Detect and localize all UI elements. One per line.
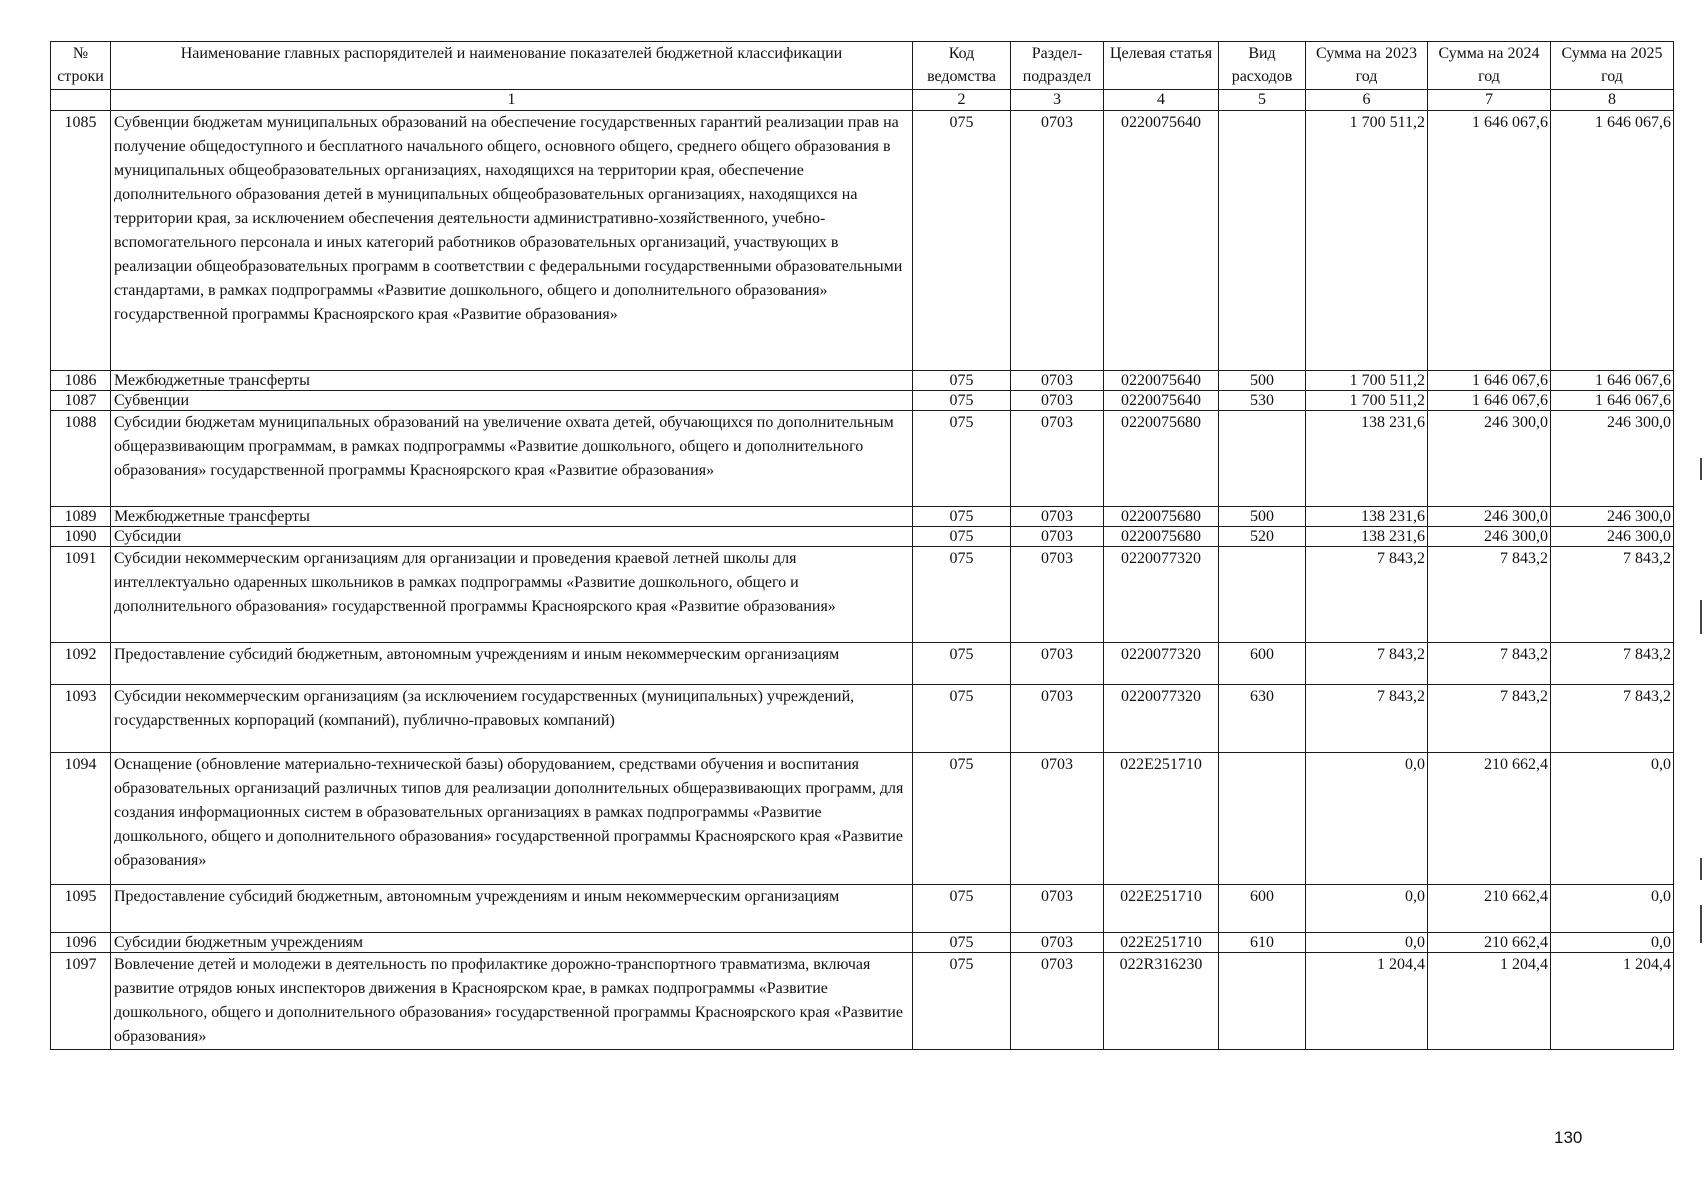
section-code: 0703 — [1011, 953, 1104, 1050]
dept-code: 075 — [913, 547, 1011, 643]
row-name: Межбюджетные трансферты — [111, 507, 913, 527]
section-code: 0703 — [1011, 507, 1104, 527]
row-number: 1087 — [51, 391, 111, 411]
header-section: Раздел-подраздел — [1011, 42, 1104, 90]
row-name: Оснащение (обновление материально-технической базы) оборудованием, средствами обучения и воспитания образовательных организаций различных типов для реализации дополнительных общеразвивающих программ, для создания информационных систем в образовательных организациях в рамках подпрограммы «Развитие дошкольного, общего и дополнительного образования» государственной программы Красноярского края «Развитие образования» — [111, 753, 913, 885]
sum-2023: 1 700 511,2 — [1306, 371, 1428, 391]
table-row — [51, 507, 1674, 527]
dept-code: 075 — [913, 933, 1011, 953]
dept-code: 075 — [913, 391, 1011, 411]
header-row-number: № строки — [51, 42, 111, 90]
dept-code: 075 — [913, 507, 1011, 527]
header-row — [51, 42, 1674, 90]
row-number: 1096 — [51, 933, 111, 953]
column-number: 2 — [913, 90, 1011, 111]
sum-2025: 7 843,2 — [1551, 685, 1674, 753]
table-row — [51, 885, 1674, 933]
section-code: 0703 — [1011, 547, 1104, 643]
page-number: 130 — [1554, 1128, 1583, 1147]
section-code: 0703 — [1011, 685, 1104, 753]
sum-2025: 246 300,0 — [1551, 411, 1674, 507]
sum-2025: 1 204,4 — [1551, 953, 1674, 1050]
column-number: 5 — [1219, 90, 1306, 111]
target-article: 0220077320 — [1104, 685, 1219, 753]
dept-code: 075 — [913, 885, 1011, 933]
sum-2024: 7 843,2 — [1428, 547, 1551, 643]
table-row — [51, 391, 1674, 411]
sum-2023: 1 700 511,2 — [1306, 391, 1428, 411]
row-number: 1091 — [51, 547, 111, 643]
table-row — [51, 933, 1674, 953]
budget-table-container — [50, 41, 1674, 1050]
column-number-row — [51, 90, 1674, 111]
expense-type — [1219, 111, 1306, 371]
dept-code: 075 — [913, 953, 1011, 1050]
sum-2025: 1 646 067,6 — [1551, 391, 1674, 411]
dept-code: 075 — [913, 411, 1011, 507]
sum-2023: 0,0 — [1306, 753, 1428, 885]
target-article: 0220075640 — [1104, 111, 1219, 371]
section-code: 0703 — [1011, 371, 1104, 391]
sum-2025: 0,0 — [1551, 885, 1674, 933]
expense-type: 610 — [1219, 933, 1306, 953]
expense-type — [1219, 753, 1306, 885]
expense-type — [1219, 547, 1306, 643]
row-name: Субсидии бюджетным учреждениям — [111, 933, 913, 953]
header-sum-2023: Сумма на 2023 год — [1306, 42, 1428, 90]
section-code: 0703 — [1011, 643, 1104, 685]
column-number: 4 — [1104, 90, 1219, 111]
sum-2023: 138 231,6 — [1306, 411, 1428, 507]
row-name: Субвенции — [111, 391, 913, 411]
sum-2025: 1 646 067,6 — [1551, 111, 1674, 371]
header-sum-2024: Сумма на 2024 год — [1428, 42, 1551, 90]
target-article: 022E251710 — [1104, 753, 1219, 885]
expense-type — [1219, 411, 1306, 507]
target-article: 0220075640 — [1104, 391, 1219, 411]
row-name: Субсидии бюджетам муниципальных образований на увеличение охвата детей, обучающихся по дополнительным общеразвивающим программам, в рамках подпрограммы «Развитие дошкольного, общего и дополнительного образования» государственной программы Красноярского края «Развитие образования» — [111, 411, 913, 507]
row-number: 1094 — [51, 753, 111, 885]
sum-2023: 7 843,2 — [1306, 685, 1428, 753]
scan-edge-mark — [1700, 458, 1702, 480]
header-expense-type: Вид расходов — [1219, 42, 1306, 90]
sum-2024: 246 300,0 — [1428, 527, 1551, 547]
table-row — [51, 371, 1674, 391]
sum-2025: 0,0 — [1551, 753, 1674, 885]
sum-2025: 0,0 — [1551, 933, 1674, 953]
expense-type: 530 — [1219, 391, 1306, 411]
target-article: 022E251710 — [1104, 885, 1219, 933]
expense-type: 500 — [1219, 507, 1306, 527]
section-code: 0703 — [1011, 527, 1104, 547]
header-name: Наименование главных распорядителей и наименование показателей бюджетной классификации — [111, 42, 913, 90]
sum-2023: 7 843,2 — [1306, 547, 1428, 643]
target-article: 0220075680 — [1104, 527, 1219, 547]
sum-2025: 1 646 067,6 — [1551, 371, 1674, 391]
sum-2025: 246 300,0 — [1551, 507, 1674, 527]
row-name: Субсидии некоммерческим организациям (за исключением государственных (муниципальных) учреждений, государственных корпораций (компаний), публично-правовых компаний) — [111, 685, 913, 753]
table-row — [51, 547, 1674, 643]
row-number: 1093 — [51, 685, 111, 753]
table-row — [51, 753, 1674, 885]
sum-2024: 1 646 067,6 — [1428, 371, 1551, 391]
header-sum-2025: Сумма на 2025 год — [1551, 42, 1674, 90]
sum-2024: 1 646 067,6 — [1428, 111, 1551, 371]
section-code: 0703 — [1011, 933, 1104, 953]
header-target-article: Целевая статья — [1104, 42, 1219, 90]
table-row — [51, 643, 1674, 685]
sum-2024: 7 843,2 — [1428, 685, 1551, 753]
row-number: 1089 — [51, 507, 111, 527]
section-code: 0703 — [1011, 111, 1104, 371]
sum-2024: 1 646 067,6 — [1428, 391, 1551, 411]
target-article: 0220077320 — [1104, 643, 1219, 685]
sum-2024: 210 662,4 — [1428, 933, 1551, 953]
dept-code: 075 — [913, 527, 1011, 547]
row-number: 1090 — [51, 527, 111, 547]
row-number: 1092 — [51, 643, 111, 685]
row-number: 1097 — [51, 953, 111, 1050]
sum-2024: 210 662,4 — [1428, 885, 1551, 933]
row-name: Субсидии — [111, 527, 913, 547]
dept-code: 075 — [913, 753, 1011, 885]
sum-2023: 138 231,6 — [1306, 527, 1428, 547]
sum-2023: 138 231,6 — [1306, 507, 1428, 527]
dept-code: 075 — [913, 111, 1011, 371]
table-row — [51, 685, 1674, 753]
sum-2023: 0,0 — [1306, 885, 1428, 933]
expense-type: 600 — [1219, 643, 1306, 685]
section-code: 0703 — [1011, 411, 1104, 507]
sum-2025: 246 300,0 — [1551, 527, 1674, 547]
section-code: 0703 — [1011, 753, 1104, 885]
sum-2024: 7 843,2 — [1428, 643, 1551, 685]
sum-2024: 246 300,0 — [1428, 507, 1551, 527]
sum-2024: 1 204,4 — [1428, 953, 1551, 1050]
expense-type: 500 — [1219, 371, 1306, 391]
expense-type — [1219, 953, 1306, 1050]
target-article: 0220075680 — [1104, 507, 1219, 527]
row-name: Межбюджетные трансферты — [111, 371, 913, 391]
dept-code: 075 — [913, 643, 1011, 685]
column-number: 8 — [1551, 90, 1674, 111]
section-code: 0703 — [1011, 391, 1104, 411]
row-number: 1088 — [51, 411, 111, 507]
column-number — [51, 90, 111, 111]
sum-2024: 246 300,0 — [1428, 411, 1551, 507]
target-article: 022E251710 — [1104, 933, 1219, 953]
column-number: 6 — [1306, 90, 1428, 111]
column-number: 7 — [1428, 90, 1551, 111]
target-article: 0220075640 — [1104, 371, 1219, 391]
header-dept-code: Код ведомства — [913, 42, 1011, 90]
table-row — [51, 411, 1674, 507]
table-row — [51, 527, 1674, 547]
target-article: 0220075680 — [1104, 411, 1219, 507]
budget-table — [50, 41, 1674, 1050]
scan-edge-mark — [1700, 905, 1702, 943]
sum-2025: 7 843,2 — [1551, 643, 1674, 685]
expense-type: 600 — [1219, 885, 1306, 933]
row-name: Субсидии некоммерческим организациям для организации и проведения краевой летней школы для интеллектуально одаренных школьников в рамках подпрограммы «Развитие дошкольного, общего и дополнительного образования» государственной программы Красноярского края «Развитие образования» — [111, 547, 913, 643]
expense-type: 630 — [1219, 685, 1306, 753]
target-article: 022R316230 — [1104, 953, 1219, 1050]
row-number: 1086 — [51, 371, 111, 391]
sum-2023: 7 843,2 — [1306, 643, 1428, 685]
dept-code: 075 — [913, 371, 1011, 391]
table-row — [51, 953, 1674, 1050]
column-number: 3 — [1011, 90, 1104, 111]
sum-2025: 7 843,2 — [1551, 547, 1674, 643]
dept-code: 075 — [913, 685, 1011, 753]
target-article: 0220077320 — [1104, 547, 1219, 643]
scan-edge-mark — [1700, 600, 1702, 634]
row-name: Предоставление субсидий бюджетным, автономным учреждениям и иным некоммерческим организациям — [111, 643, 913, 685]
row-name: Предоставление субсидий бюджетным, автономным учреждениям и иным некоммерческим организациям — [111, 885, 913, 933]
section-code: 0703 — [1011, 885, 1104, 933]
expense-type: 520 — [1219, 527, 1306, 547]
sum-2024: 210 662,4 — [1428, 753, 1551, 885]
scan-edge-mark — [1700, 858, 1702, 880]
row-number: 1085 — [51, 111, 111, 371]
sum-2023: 1 700 511,2 — [1306, 111, 1428, 371]
row-name: Субвенции бюджетам муниципальных образований на обеспечение государственных гарантий реализации прав на получение общедоступного и бесплатного начального общего, основного общего, среднего общего образования в муниципальных общеобразовательных организациях, находящихся на территории края, обеспечение дополнительного образования детей в муниципальных общеобразовательных организациях, находящихся на территории края, за исключением обеспечения деятельности административно-хозяйственного, учебно-вспомогательного персонала и иных категорий работников образовательных организаций, участвующих в реализации общеобразовательных программ в соответствии с федеральными государственными образовательными стандартами, в рамках подпрограммы «Развитие дошкольного, общего и дополнительного образования» государственной программы Красноярского края «Развитие образования» — [111, 111, 913, 371]
sum-2023: 0,0 — [1306, 933, 1428, 953]
row-name: Вовлечение детей и молодежи в деятельность по профилактике дорожно-транспортного травматизма, включая развитие отрядов юных инспекторов движения в Красноярском крае, в рамках подпрограммы «Развитие дошкольного, общего и дополнительного образования» государственной программы Красноярского края «Развитие образования» — [111, 953, 913, 1050]
table-row — [51, 111, 1674, 371]
row-number: 1095 — [51, 885, 111, 933]
column-number: 1 — [111, 90, 913, 111]
sum-2023: 1 204,4 — [1306, 953, 1428, 1050]
